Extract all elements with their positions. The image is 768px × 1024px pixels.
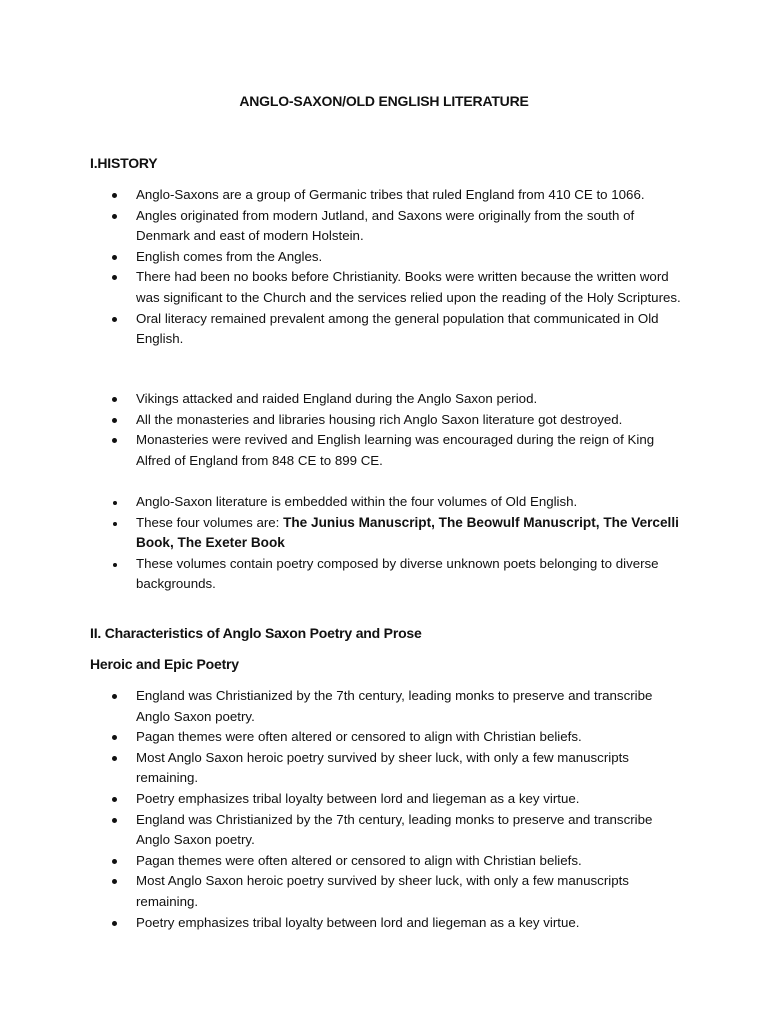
list-item bbox=[0, 727, 768, 748]
bullet-icon bbox=[112, 879, 117, 884]
list-item bbox=[0, 748, 768, 789]
list-item bbox=[0, 513, 768, 554]
list-item bbox=[0, 492, 768, 513]
bullet-icon bbox=[112, 193, 117, 198]
list-item-text: Poetry emphasizes tribal loyalty between lord and liegeman as a key virtue. bbox=[136, 914, 580, 930]
list-item bbox=[0, 185, 768, 206]
list-item-text: Most Anglo Saxon heroic poetry survived by sheer luck, with only a few manuscripts remaining. bbox=[136, 873, 629, 909]
list-item-text: Angles originated from modern Jutland, and Saxons were originally from the south of Denmark and east of modern Holstein. bbox=[136, 207, 635, 244]
history-list-2 bbox=[0, 389, 768, 471]
list-item bbox=[0, 871, 768, 912]
document-title: ANGLO-SAXON/OLD ENGLISH LITERATURE bbox=[239, 93, 529, 109]
list-item-text: These four volumes are: bbox=[136, 514, 284, 530]
list-item-text: Poetry emphasizes tribal loyalty between lord and liegeman as a key virtue. bbox=[136, 790, 580, 806]
characteristics-heading: II. Characteristics of Anglo Saxon Poetry and Prose bbox=[90, 625, 422, 641]
list-item-text: These volumes contain poetry composed by diverse unknown poets belonging to diverse backgrounds. bbox=[136, 555, 659, 592]
bullet-icon bbox=[112, 397, 117, 402]
list-item-text: Anglo-Saxon literature is embedded within the four volumes of Old English. bbox=[136, 494, 578, 509]
bullet-icon bbox=[112, 756, 117, 761]
list-item bbox=[0, 554, 768, 595]
bullet-icon bbox=[113, 563, 117, 567]
list-item bbox=[0, 810, 768, 851]
list-item-text: England was Christianized by the 7th century, leading monks to preserve and transcribe Anglo Saxon poetry. bbox=[136, 688, 653, 724]
list-item-text: Most Anglo Saxon heroic poetry survived by sheer luck, with only a few manuscripts remaining. bbox=[136, 749, 629, 786]
list-item-text: Vikings attacked and raided England during the Anglo Saxon period. bbox=[136, 391, 538, 406]
bullet-icon bbox=[112, 255, 117, 260]
list-item bbox=[0, 913, 768, 934]
history-list-3 bbox=[0, 492, 768, 595]
bullet-icon bbox=[112, 797, 117, 802]
bullet-icon bbox=[112, 818, 117, 823]
list-item-text: England was Christianized by the 7th century, leading monks to preserve and transcribe Anglo Saxon poetry. bbox=[136, 811, 653, 848]
manuscript-names: The Junius Manuscript, The Beowulf Manuscript, The Vercelli Book, The Exeter Book bbox=[136, 514, 679, 551]
list-item-text: Monasteries were revived and English learning was encouraged during the reign of King Alfred of England from 848 CE to 899 CE. bbox=[136, 432, 655, 468]
bullet-icon bbox=[112, 214, 117, 219]
list-item bbox=[0, 389, 768, 410]
list-item-text: English comes from the Angles. bbox=[136, 248, 323, 264]
list-item bbox=[0, 206, 768, 247]
history-list-1 bbox=[0, 185, 768, 350]
characteristics-list bbox=[0, 686, 768, 933]
list-item bbox=[0, 247, 768, 268]
list-item bbox=[0, 309, 768, 350]
heroic-poetry-subheading: Heroic and Epic Poetry bbox=[90, 656, 239, 672]
bullet-icon bbox=[112, 275, 117, 280]
list-item bbox=[0, 410, 768, 431]
list-item bbox=[0, 267, 768, 308]
bullet-icon bbox=[112, 438, 117, 443]
bullet-icon bbox=[112, 921, 117, 926]
bullet-icon bbox=[113, 501, 117, 505]
list-item-text: There had been no books before Christianity. Books were written because the written word was significant to the Church and the services relied upon the reading of the Holy Scriptures. bbox=[136, 269, 681, 305]
bullet-icon bbox=[112, 694, 117, 699]
list-item-text: All the monasteries and libraries housing rich Anglo Saxon literature got destroyed. bbox=[136, 411, 623, 427]
bullet-icon bbox=[112, 735, 117, 740]
history-heading: I.HISTORY bbox=[90, 155, 158, 171]
list-item bbox=[0, 789, 768, 810]
list-item bbox=[0, 851, 768, 872]
bullet-icon bbox=[112, 418, 117, 423]
bullet-icon bbox=[113, 522, 117, 526]
bullet-icon bbox=[112, 859, 117, 864]
list-item bbox=[0, 686, 768, 727]
list-item-text: Pagan themes were often altered or censored to align with Christian beliefs. bbox=[136, 852, 582, 868]
list-item-text: Oral literacy remained prevalent among the general population that communicated in Old English. bbox=[136, 310, 659, 347]
list-item bbox=[0, 430, 768, 471]
list-item-text: Anglo-Saxons are a group of Germanic tribes that ruled England from 410 CE to 1066. bbox=[136, 187, 645, 202]
bullet-icon bbox=[112, 317, 117, 322]
list-item-text: Pagan themes were often altered or censored to align with Christian beliefs. bbox=[136, 729, 582, 745]
